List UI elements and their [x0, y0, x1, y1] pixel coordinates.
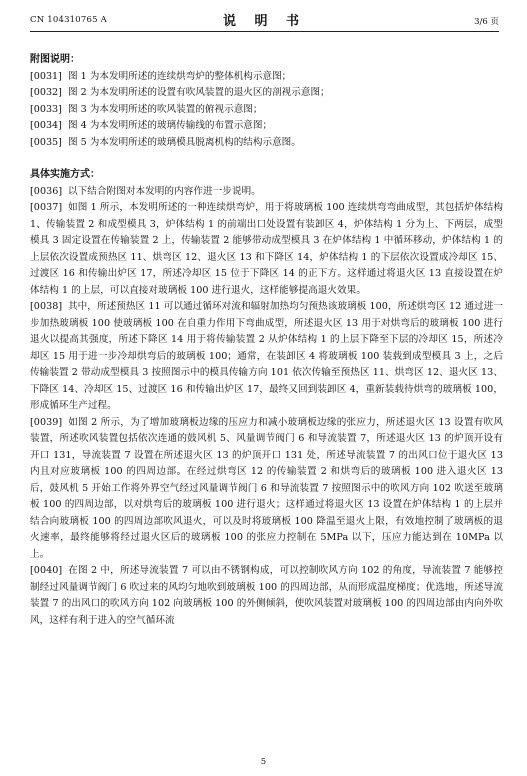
paragraph-number: [0031] [30, 70, 62, 82]
paragraph-text: 如图 2 所示，为了增加玻璃板边缘的压应力和减小玻璃板边缘的张应力，所述退火区 13 设置有吹风装置，所述吹风装置包括依次连通的鼓风机 5、风量调节阀门 6 和导流装置 7，所述退火区 13 的炉顶开设有开口 131，导流装置 7 设置在所述退火区 13 的炉顶开口 131 处，所述导流装置 7 的出风口位于退火区 13 内且对应玻璃板 100 的四周边部。在经过烘弯区 12 的传输装置 2 和烘弯后的玻璃板 100 进入退火区 13 后，鼓风机 5 开始工作将外界空气经过风量调节阀门 6 和导流装置 7 按照图示中的吹风方向 102 吹送至玻璃板 100 的四周边部，以对烘弯后的玻璃板 100 进行退火；这样通过将退火区 13 设置在炉体结构 1 的上层并结合向玻璃板 100 的四周边部吹风退火，可以及时将玻璃板 100 降温至退火上限，有效地控制了玻璃板的退火速率，最终能够将经过退火区后的玻璃板 100 的张应力控制在 5MPa 以下，压应力能达到在 10MPa 以上。 [30, 416, 503, 560]
paragraph [30, 415, 503, 564]
paragraph-number: [0034] [30, 120, 62, 131]
page-count: 3/6 页 [474, 17, 499, 27]
document-body [30, 52, 503, 629]
page-number: 5 [260, 757, 267, 767]
document-title: 说 明 书 [222, 14, 307, 29]
list-item [30, 135, 503, 152]
paragraph-number: [0035] [30, 136, 62, 148]
list-item [30, 102, 503, 119]
paragraph [30, 184, 503, 201]
paragraph [30, 563, 503, 629]
brief-description-list [30, 69, 503, 152]
brief-description-heading: 附图说明： [30, 54, 80, 65]
page-header [30, 6, 499, 30]
paragraph-number: [0036] [30, 185, 63, 197]
paragraph-text: 在图 2 中，所述导流装置 7 可以由不锈钢构成，可以控制吹风方向 102 的角度，导流装置 7 能够控制经过风量调节阀门 6 吹过来的风均匀地吹到玻璃板 100 的四周边部，从而形成温度梯度；优选地，所述导流装置 7 的出风口的吹风方向 102 向玻璃板 100 的外侧倾斜，使吹风装置对玻璃板 100 的四周边部由内向外吹风，这样有利于进入的空气循环流 [30, 565, 503, 626]
paragraph-text: 图 5 为本发明所述的玻璃模具脱离机构的结构示意图。 [68, 136, 301, 148]
publication-number: CN 104310765 A [30, 15, 107, 25]
paragraph-text: 如图 1 所示，本发明所述的一种连续烘弯炉，用于将玻璃板 100 连续烘弯弯曲成型，其包括炉体结构 1、传输装置 2 和成型模具 3，炉体结构 1 的前端出口处设置有装卸区 4，炉体结构 1 分为上、下两层，成型模具 3 固定设置在传输装置 2 上，传输装置 2 能够带动成型模具 3 在炉体结构 1 中循环移动，炉体结构 1 的上层依次设置成预热区 11、烘弯区 12、退火区 13 和下降区 14，炉体结构 1 的下层依次设置成冷却区 15、过渡区 16 和传输出炉区 17，所述冷却区 15 位于下降区 14 的正下方。这样通过将退火区 13 直接设置在炉体结构 1 的上层，可以直接对玻璃板 100 进行退火，这样能够提高退火效果。 [30, 202, 503, 296]
paragraph-number: [0032] [30, 87, 62, 98]
embodiment-heading: 具体实施方式： [30, 169, 100, 180]
paragraph-number: [0038] [30, 301, 63, 312]
paragraph-text: 以下结合附图对本发明的内容作进一步说明。 [68, 185, 261, 197]
paragraph-text: 图 1 为本发明所述的连续烘弯炉的整体机构示意图； [68, 70, 292, 82]
paragraph-text: 图 4 为本发明所述的玻璃传输线的布置示意图； [68, 120, 273, 131]
list-item [30, 85, 503, 102]
list-item [30, 118, 503, 135]
paragraph-number: [0040] [30, 565, 63, 576]
paragraph [30, 299, 503, 415]
paragraph-number: [0033] [30, 103, 62, 115]
paragraph-text: 其中，所述预热区 11 可以通过循环对流和辐射加热均匀预热该玻璃板 100，所述烘弯区 12 通过进一步加热玻璃板 100 使玻璃板 100 在自重力作用下弯曲成型，所述退火区 13 用于对烘弯后的玻璃板 100 进行退火以提高其强度，所述下降区 14 用于将传输装置 2 从炉体结构 1 的上层下降至下层的冷却区 15，所述冷却区 15 用于进一步冷却烘弯后的玻璃板 100；通常，在装卸区 4 将玻璃板 100 装载到成型模具 3 上，之后传输装置 2 带动成型模具 3 按照图示中的模具传输方向 101 依次传输至预热区 11、烘弯区 12、退火区 13、下降区 14、冷却区 15、过渡区 16 和传输出炉区 17，最终又回到装卸区 4，重新装载待烘弯的玻璃板 100，形成循环生产过程。 [30, 301, 503, 411]
paragraph [30, 200, 503, 299]
paragraph-number: [0039] [30, 416, 63, 428]
paragraph-text: 图 2 为本发明所述的设置有吹风装置的退火区的剖视示意图； [68, 87, 330, 98]
list-item [30, 69, 503, 86]
paragraph-text: 图 3 为本发明所述的吹风装置的俯视示意图； [68, 103, 263, 115]
paragraph-number: [0037] [30, 202, 63, 213]
header-rule [30, 31, 499, 32]
